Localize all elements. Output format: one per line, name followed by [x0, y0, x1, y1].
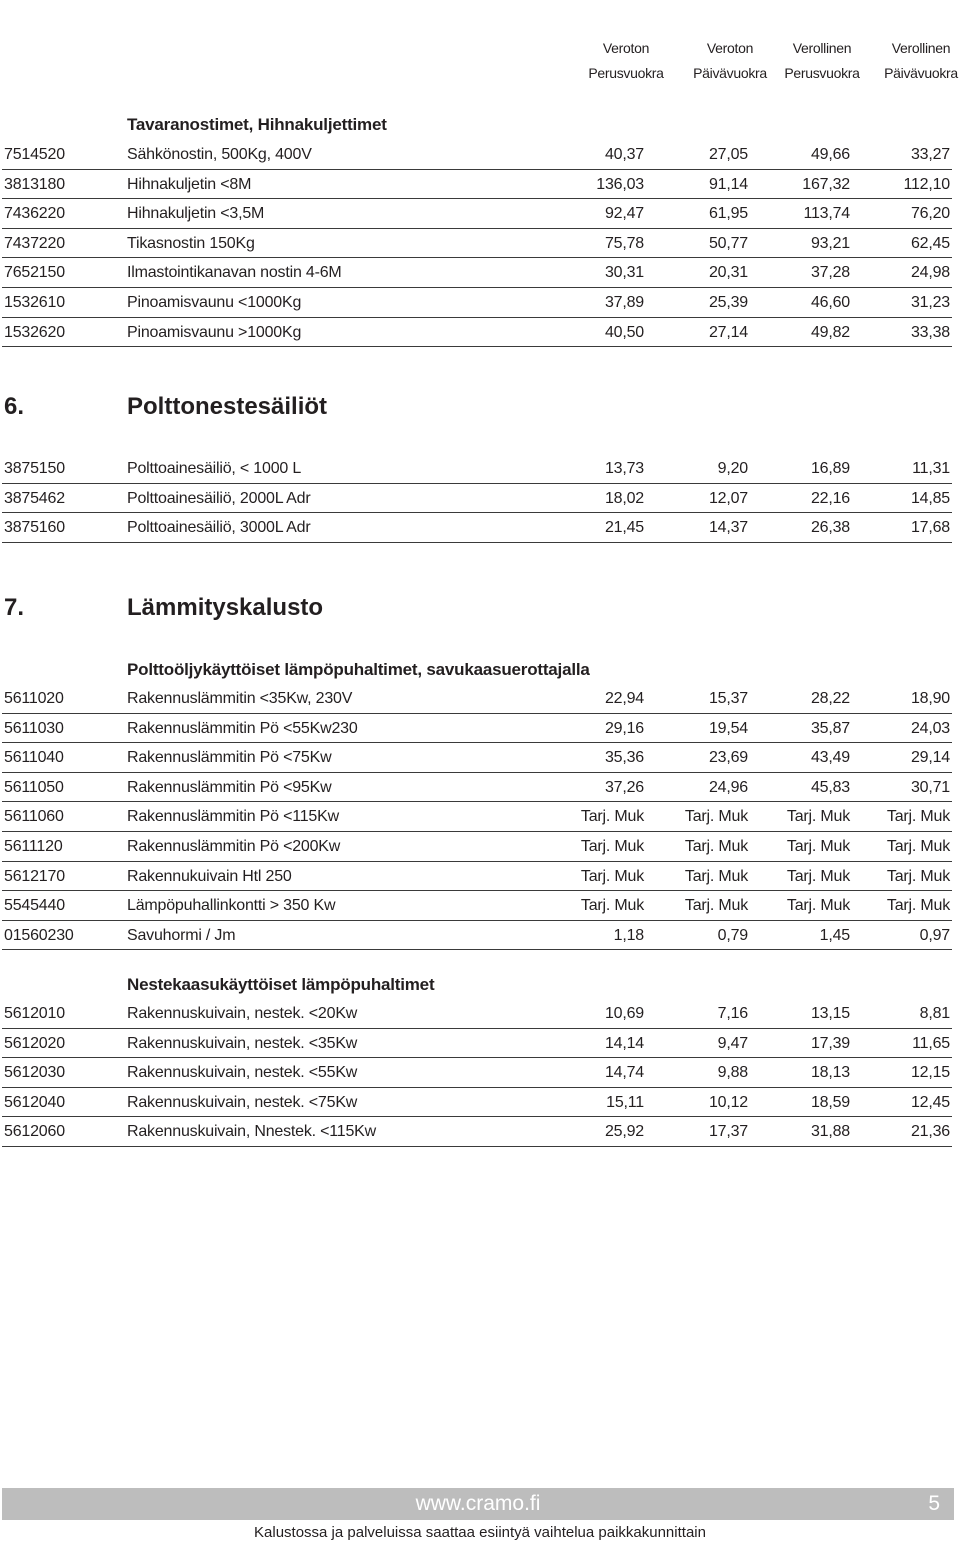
product-code: 7652150 — [4, 264, 65, 282]
product-code: 3875160 — [4, 519, 65, 537]
table-row — [2, 773, 952, 803]
group-heading-polttooljy: Polttoöljykäyttöiset lämpöpuhaltimet, savukaasuerottajalla — [127, 660, 590, 679]
group-heading-nestekaasu: Nestekaasukäyttöiset lämpöpuhaltimet — [127, 975, 435, 994]
column-header-line2: Perusvuokra — [784, 65, 860, 81]
price-verollinen-perusvuokra: Tarj. Muk — [786, 867, 850, 885]
price-verollinen-perusvuokra: 167,32 — [802, 175, 850, 193]
price-veroton-paivavuokra: 91,14 — [708, 175, 748, 193]
product-code: 5611020 — [4, 690, 64, 707]
price-verollinen-perusvuokra: Tarj. Muk — [786, 837, 850, 855]
price-verollinen-paivavuokra: Tarj. Muk — [886, 867, 950, 885]
price-veroton-perusvuokra: Tarj. Muk — [580, 867, 644, 885]
price-veroton-paivavuokra: 10,12 — [708, 1093, 748, 1111]
table-row — [2, 258, 952, 288]
footer-url: www.cramo.fi — [415, 1492, 541, 1515]
product-name: Pinoamisvaunu >1000Kg — [127, 323, 302, 341]
table-row — [2, 714, 952, 744]
price-veroton-paivavuokra: 27,05 — [708, 146, 748, 163]
column-header-line2: Perusvuokra — [588, 65, 664, 81]
price-table-polttonestesailiot — [2, 454, 952, 543]
price-veroton-perusvuokra: 40,37 — [604, 146, 644, 163]
table-row — [2, 1088, 952, 1118]
column-header-verollinen-perusvuokra — [767, 36, 877, 86]
table-row — [2, 802, 952, 832]
page-number: 5 — [928, 1492, 940, 1515]
price-verollinen-perusvuokra: 49,66 — [810, 146, 850, 163]
section-heading-7 — [4, 594, 323, 622]
price-verollinen-paivavuokra: 24,03 — [910, 719, 950, 737]
price-veroton-perusvuokra: 92,47 — [604, 205, 644, 223]
price-verollinen-paivavuokra: 31,23 — [910, 293, 950, 311]
price-veroton-paivavuokra: 27,14 — [708, 323, 748, 341]
price-verollinen-perusvuokra: 37,28 — [810, 264, 850, 282]
price-veroton-paivavuokra: 14,37 — [708, 519, 748, 537]
price-veroton-perusvuokra: 30,31 — [604, 264, 644, 282]
price-veroton-paivavuokra: 17,37 — [708, 1123, 748, 1141]
product-name: Pinoamisvaunu <1000Kg — [127, 293, 302, 311]
product-code: 5611030 — [4, 719, 64, 737]
product-name: Rakennukuivain Htl 250 — [127, 867, 292, 885]
product-code: 5612170 — [4, 867, 65, 885]
price-veroton-perusvuokra: 21,45 — [604, 519, 644, 537]
column-header-line1: Verollinen — [792, 40, 852, 56]
product-code: 5612030 — [4, 1064, 65, 1082]
column-header-line1: Veroton — [602, 40, 650, 56]
product-name: Rakennuslämmitin <35Kw, 230V — [127, 690, 353, 707]
price-verollinen-paivavuokra: 62,45 — [910, 234, 950, 252]
price-verollinen-paivavuokra: 12,15 — [910, 1064, 950, 1082]
price-veroton-perusvuokra: 29,16 — [604, 719, 644, 737]
price-veroton-paivavuokra: 7,16 — [717, 1005, 748, 1022]
table-row — [2, 1058, 952, 1088]
price-verollinen-perusvuokra: 45,83 — [810, 778, 850, 796]
product-name: Polttoainesäiliö, 2000L Adr — [127, 489, 311, 507]
price-veroton-perusvuokra: 35,36 — [604, 749, 644, 767]
price-veroton-paivavuokra: Tarj. Muk — [684, 808, 748, 826]
price-veroton-paivavuokra: 24,96 — [708, 778, 748, 796]
price-veroton-perusvuokra: Tarj. Muk — [580, 837, 644, 855]
product-code: 1532610 — [4, 293, 65, 311]
price-verollinen-perusvuokra: 31,88 — [810, 1123, 850, 1141]
price-verollinen-perusvuokra: 35,87 — [810, 719, 850, 737]
price-veroton-perusvuokra: 40,50 — [604, 323, 644, 341]
price-veroton-paivavuokra: Tarj. Muk — [684, 837, 748, 855]
table-row — [2, 1029, 952, 1059]
table-row — [2, 170, 952, 200]
price-verollinen-perusvuokra: 1,45 — [819, 926, 850, 944]
price-verollinen-perusvuokra: 16,89 — [810, 460, 850, 477]
product-code: 5611120 — [4, 837, 63, 855]
price-veroton-paivavuokra: 61,95 — [708, 205, 748, 223]
price-veroton-paivavuokra: 15,37 — [708, 690, 748, 707]
price-verollinen-paivavuokra: 11,65 — [912, 1034, 950, 1052]
price-verollinen-paivavuokra: 17,68 — [910, 519, 950, 537]
group-heading-tavaranostimet: Tavaranostimet, Hihnakuljettimet — [127, 115, 387, 134]
table-row — [2, 921, 952, 951]
product-name: Sähkönostin, 500Kg, 400V — [127, 146, 312, 163]
table-row — [2, 832, 952, 862]
price-veroton-paivavuokra: 25,39 — [708, 293, 748, 311]
price-verollinen-perusvuokra: Tarj. Muk — [786, 897, 850, 915]
section-title: Polttonestesäiliöt — [127, 393, 328, 420]
price-verollinen-perusvuokra: 28,22 — [810, 690, 850, 707]
column-headers — [0, 36, 960, 86]
column-header-line2: Päivävuokra — [693, 65, 767, 81]
footer-bar — [2, 1488, 954, 1520]
table-row — [2, 288, 952, 318]
section-number: 6. — [4, 393, 25, 420]
price-verollinen-perusvuokra: 26,38 — [810, 519, 850, 537]
price-verollinen-paivavuokra: Tarj. Muk — [886, 897, 950, 915]
price-verollinen-paivavuokra: 8,81 — [919, 1005, 950, 1022]
price-verollinen-perusvuokra: 13,15 — [810, 1005, 850, 1022]
price-verollinen-paivavuokra: 12,45 — [910, 1093, 950, 1111]
product-code: 5612020 — [4, 1034, 65, 1052]
price-veroton-perusvuokra: 37,89 — [604, 293, 644, 311]
product-code: 7437220 — [4, 234, 65, 252]
table-row — [2, 484, 952, 514]
price-veroton-perusvuokra: 22,94 — [604, 690, 644, 707]
price-verollinen-paivavuokra: 24,98 — [910, 264, 950, 282]
product-code: 3875462 — [4, 489, 65, 507]
price-verollinen-paivavuokra: 0,97 — [919, 926, 950, 944]
price-verollinen-perusvuokra: 17,39 — [810, 1034, 850, 1052]
price-veroton-paivavuokra: Tarj. Muk — [684, 867, 748, 885]
column-header-line1: Veroton — [706, 40, 754, 56]
price-veroton-paivavuokra: 23,69 — [708, 749, 748, 767]
price-verollinen-perusvuokra: 46,60 — [810, 293, 850, 311]
product-code: 5611060 — [4, 808, 64, 826]
price-verollinen-perusvuokra: Tarj. Muk — [786, 808, 850, 826]
column-header-line1: Verollinen — [891, 40, 951, 56]
price-veroton-perusvuokra: Tarj. Muk — [580, 808, 644, 826]
price-veroton-perusvuokra: 18,02 — [604, 489, 644, 507]
product-code: 5612060 — [4, 1123, 65, 1141]
price-veroton-perusvuokra: 14,74 — [604, 1064, 644, 1082]
footer-note: Kalustossa ja palveluissa saattaa esiintyä vaihtelua paikkakunnittain — [254, 1524, 706, 1541]
table-row — [2, 318, 952, 348]
price-veroton-paivavuokra: 12,07 — [708, 489, 748, 507]
product-code: 5612010 — [4, 1005, 65, 1022]
price-verollinen-paivavuokra: 11,31 — [912, 460, 950, 477]
price-veroton-paivavuokra: Tarj. Muk — [684, 897, 748, 915]
product-code: 3813180 — [4, 175, 65, 193]
price-veroton-paivavuokra: 19,54 — [708, 719, 748, 737]
price-verollinen-perusvuokra: 93,21 — [810, 234, 850, 252]
price-table-tavaranostimet — [2, 140, 952, 347]
table-row — [2, 140, 952, 170]
price-veroton-paivavuokra: 9,20 — [717, 460, 748, 477]
product-code: 5611040 — [4, 749, 64, 767]
table-row — [2, 454, 952, 484]
table-row — [2, 513, 952, 543]
price-verollinen-paivavuokra: 112,10 — [903, 175, 950, 193]
product-name: Lämpöpuhallinkontti > 350 Kw — [127, 897, 336, 915]
column-header-line2: Päivävuokra — [884, 65, 958, 81]
price-verollinen-paivavuokra: 33,38 — [910, 323, 950, 341]
product-code: 5612040 — [4, 1093, 65, 1111]
price-verollinen-paivavuokra: 14,85 — [910, 489, 950, 507]
product-name: Polttoainesäiliö, 3000L Adr — [127, 519, 311, 537]
price-verollinen-perusvuokra: 113,74 — [803, 205, 850, 223]
column-header-veroton-perusvuokra — [571, 36, 681, 86]
product-code: 7514520 — [4, 146, 65, 163]
table-row — [2, 229, 952, 259]
price-table-nestekaasu — [2, 999, 952, 1147]
price-veroton-paivavuokra: 20,31 — [708, 264, 748, 282]
product-name: Ilmastointikanavan nostin 4-6M — [127, 264, 342, 282]
product-name: Hihnakuljetin <3,5M — [127, 205, 265, 223]
table-row — [2, 199, 952, 229]
price-verollinen-paivavuokra: Tarj. Muk — [886, 808, 950, 826]
product-name: Rakennuskuivain, nestek. <20Kw — [127, 1005, 358, 1022]
product-code: 3875150 — [4, 460, 65, 477]
price-veroton-perusvuokra: 14,14 — [604, 1034, 644, 1052]
price-verollinen-perusvuokra: 49,82 — [810, 323, 850, 341]
product-name: Polttoainesäiliö, < 1000 L — [127, 460, 302, 477]
price-veroton-paivavuokra: 50,77 — [708, 234, 748, 252]
price-verollinen-paivavuokra: 21,36 — [910, 1123, 950, 1141]
product-name: Rakennuslämmitin Pö <95Kw — [127, 778, 332, 796]
price-verollinen-perusvuokra: 43,49 — [810, 749, 850, 767]
table-row — [2, 1117, 952, 1147]
table-row — [2, 743, 952, 773]
price-veroton-paivavuokra: 0,79 — [717, 926, 748, 944]
price-verollinen-perusvuokra: 22,16 — [810, 489, 850, 507]
product-name: Savuhormi / Jm — [127, 926, 236, 944]
product-name: Rakennuslämmitin Pö <115Kw — [127, 808, 339, 826]
price-veroton-perusvuokra: 37,26 — [604, 778, 644, 796]
price-verollinen-paivavuokra: 18,90 — [910, 690, 950, 707]
price-veroton-perusvuokra: 1,18 — [613, 926, 644, 944]
product-code: 1532620 — [4, 323, 65, 341]
price-veroton-perusvuokra: 10,69 — [604, 1005, 644, 1022]
section-heading-6 — [4, 393, 327, 421]
price-veroton-perusvuokra: Tarj. Muk — [580, 897, 644, 915]
product-code: 5545440 — [4, 897, 65, 915]
price-veroton-perusvuokra: 13,73 — [604, 460, 644, 477]
price-verollinen-paivavuokra: 76,20 — [910, 205, 950, 223]
price-verollinen-paivavuokra: 30,71 — [910, 778, 950, 796]
price-verollinen-paivavuokra: Tarj. Muk — [886, 837, 950, 855]
table-row — [2, 999, 952, 1029]
price-veroton-perusvuokra: 136,03 — [596, 175, 644, 193]
product-code: 01560230 — [4, 926, 74, 944]
price-verollinen-paivavuokra: 33,27 — [910, 146, 950, 163]
product-name: Rakennuslämmitin Pö <200Kw — [127, 837, 341, 855]
section-number: 7. — [4, 594, 25, 621]
price-verollinen-paivavuokra: 29,14 — [910, 749, 950, 767]
table-row — [2, 862, 952, 892]
product-code: 7436220 — [4, 205, 65, 223]
price-veroton-paivavuokra: 9,47 — [717, 1034, 748, 1052]
price-veroton-perusvuokra: 75,78 — [604, 234, 644, 252]
column-header-verollinen-paivavuokra — [866, 36, 960, 86]
product-name: Rakennuskuivain, Nnestek. <115Kw — [127, 1123, 377, 1141]
price-veroton-paivavuokra: 9,88 — [717, 1064, 748, 1082]
table-row — [2, 891, 952, 921]
price-verollinen-perusvuokra: 18,59 — [810, 1093, 850, 1111]
product-name: Rakennuslämmitin Pö <55Kw230 — [127, 719, 358, 737]
product-name: Rakennuslämmitin Pö <75Kw — [127, 749, 332, 767]
product-name: Rakennuskuivain, nestek. <35Kw — [127, 1034, 358, 1052]
table-row — [2, 684, 952, 714]
product-code: 5611050 — [4, 778, 64, 796]
section-title: Lämmityskalusto — [127, 594, 324, 621]
price-table-polttooljy — [2, 684, 952, 950]
product-name: Tikasnostin 150Kg — [127, 234, 255, 252]
price-verollinen-perusvuokra: 18,13 — [810, 1064, 850, 1082]
product-name: Rakennuskuivain, nestek. <75Kw — [127, 1093, 358, 1111]
price-veroton-perusvuokra: 25,92 — [604, 1123, 644, 1141]
price-veroton-perusvuokra: 15,11 — [606, 1093, 644, 1111]
product-name: Rakennuskuivain, nestek. <55Kw — [127, 1064, 358, 1082]
product-name: Hihnakuljetin <8M — [127, 175, 252, 193]
